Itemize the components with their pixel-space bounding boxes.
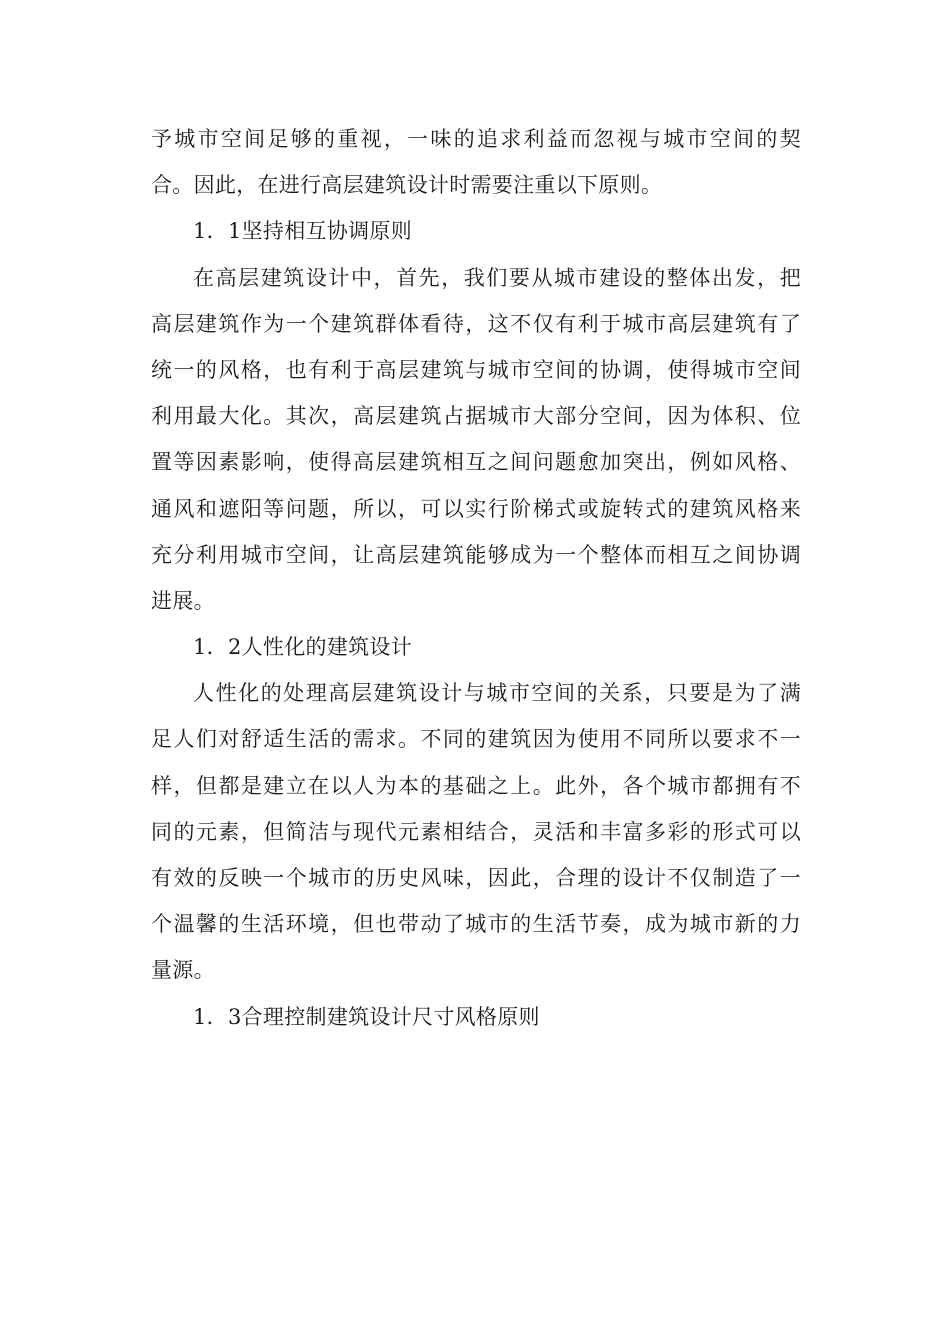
text-line: 进展。 bbox=[151, 588, 215, 613]
section-heading: 1．3合理控制建筑设计尺寸风格原则 bbox=[193, 1004, 540, 1029]
text-line: 通风和遮阳等问题，所以，可以实行阶梯式或旋转式的建筑风格来 bbox=[151, 496, 801, 521]
section-heading: 1．2人性化的建筑设计 bbox=[193, 635, 413, 660]
text-line: 合。因此，在进行高层建筑设计时需要注重以下原则。 bbox=[151, 173, 663, 198]
text-line: 样，但都是建立在以人为本的基础之上。此外，各个城市都拥有不 bbox=[151, 773, 801, 798]
text-line: 同的元素，但简洁与现代元素相结合，灵活和丰富多彩的形式可以 bbox=[151, 819, 801, 844]
section-heading: 1．1坚持相互协调原则 bbox=[193, 219, 413, 244]
text-line: 量源。 bbox=[151, 958, 215, 983]
text-line: 利用最大化。其次，高层建筑占据城市大部分空间，因为体积、位 bbox=[151, 404, 801, 429]
text-line: 人性化的处理高层建筑设计与城市空间的关系，只要是为了满 bbox=[193, 681, 801, 706]
text-line: 高层建筑作为一个建筑群体看待，这不仅有利于城市高层建筑有了 bbox=[151, 311, 801, 336]
document-body bbox=[151, 116, 801, 1040]
text-line: 足人们对舒适生活的需求。不同的建筑因为使用不同所以要求不一 bbox=[151, 727, 801, 752]
text-line: 统一的风格，也有利于高层建筑与城市空间的协调，使得城市空间 bbox=[151, 357, 801, 382]
text-line: 充分利用城市空间，让高层建筑能够成为一个整体而相互之间协调 bbox=[151, 542, 801, 567]
text-line: 有效的反映一个城市的历史风味，因此，合理的设计不仅制造了一 bbox=[151, 866, 801, 890]
text-line: 置等因素影响，使得高层建筑相互之间问题愈加突出，例如风格、 bbox=[151, 450, 801, 475]
text-line: 在高层建筑设计中，首先，我们要从城市建设的整体出发，把 bbox=[193, 265, 801, 290]
text-line: 予城市空间足够的重视，一味的追求利益而忽视与城市空间的契 bbox=[151, 127, 801, 151]
text-line: 个温馨的生活环境，但也带动了城市的生活节奏，成为城市新的力 bbox=[151, 912, 801, 937]
